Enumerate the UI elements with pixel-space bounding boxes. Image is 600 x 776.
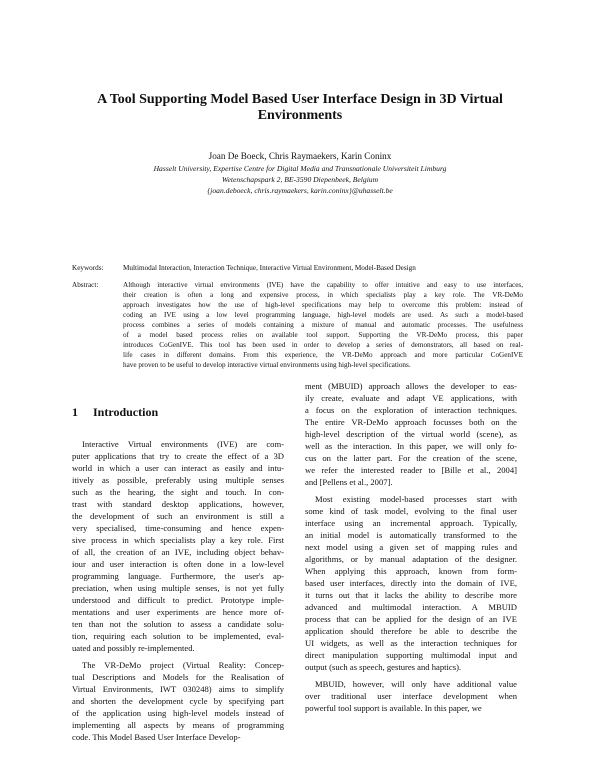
- text-line: and [Pellens et al., 2007].: [305, 477, 393, 487]
- text-line: algorithms, or by manual adaptation of the designer.: [305, 554, 517, 564]
- section-heading-introduction: [72, 405, 158, 420]
- text-line: of a model based process relies on available tool support. Supporting the VR-DeMo process, this paper: [123, 331, 523, 339]
- text-line: powerful tool support is available. In this paper, we: [305, 703, 482, 713]
- text-line: tual Descriptions and Models for the Realisation of: [72, 672, 284, 682]
- text-line: process combines a series of models containing a mixture of manual and automatic processes. The usefulness: [123, 321, 523, 329]
- text-line: we refer the interested reader to [Bille et al., 2004]: [305, 465, 517, 475]
- left-column: [72, 438, 284, 743]
- right-paragraph-2: [305, 493, 517, 673]
- text-line: trast with standard desktop applications, however,: [72, 499, 284, 509]
- text-line: MBUID, however, will only have additional value: [315, 679, 517, 689]
- text-line: puter applications that try to create the effect of a 3D: [72, 451, 284, 461]
- text-line: of the application using high-level models instead of: [72, 708, 284, 718]
- text-line: iour and user interaction is often done in a low-level: [72, 559, 284, 569]
- text-line: ily create, evaluate and adapt VE applications, with: [305, 393, 517, 403]
- text-line: output (such as speech, gestures and haptics).: [305, 662, 462, 672]
- text-line: The VR-DeMo project (Virtual Reality: Concep-: [82, 660, 284, 670]
- text-line: next model using a given set of mapping rules and: [305, 542, 517, 552]
- text-line: sive process in which specialists play a key role. First: [72, 535, 284, 545]
- text-line: based user interfaces, directly into the domain of IVE,: [305, 578, 517, 588]
- text-line: programming language. Furthermore, the user's ap-: [72, 571, 284, 581]
- text-line: Most existing model-based processes start with: [315, 494, 517, 504]
- text-line: have proven to be useful to develop interactive virtual environments using high-level specifications.: [123, 361, 411, 369]
- right-column: [305, 380, 517, 714]
- text-line: application should therefore be able to describe the: [305, 626, 517, 636]
- text-line: interface using an incremental approach. Typically,: [305, 518, 517, 528]
- text-line: process that can be applied for the design of an IVE: [305, 614, 517, 624]
- text-line: code. This Model Based User Interface Develop-: [72, 732, 241, 742]
- text-line: advanced and multimodal interaction. A MBUID: [305, 602, 517, 612]
- right-paragraph-3: [305, 678, 517, 714]
- text-line: the development of such an environment is still a: [72, 511, 284, 521]
- text-line: itively as possible, preferably using multiple senses: [72, 475, 284, 485]
- text-line: The entire VR-DeMo approach focusses both on the: [305, 417, 517, 427]
- text-line: an initial model is automatically transformed to the: [305, 530, 517, 540]
- abstract-text: [123, 280, 523, 370]
- text-line: some kind of task model, evolving to the final user: [305, 506, 517, 516]
- text-line: over traditional user interface development when: [305, 691, 517, 701]
- text-line: of all, the creation of an IVE, including object behav-: [72, 547, 284, 557]
- text-line: life cases in different domains. From this experience, the VR-DeMo approach and more particular CoGenIVE: [123, 351, 523, 359]
- abstract-label: Abstract:: [72, 281, 99, 289]
- text-line: Interactive Virtual environments (IVE) are com-: [82, 439, 284, 449]
- section-number: 1: [72, 405, 78, 419]
- paper-title: [60, 92, 540, 124]
- text-line: their creation is often a long and expensive process, in which specialists play a key role. The VR-DeMo: [123, 291, 523, 299]
- text-line: mentations and user experiments are hence more of-: [72, 607, 284, 617]
- text-line: cus on the latter part. For the creation of the scene,: [305, 453, 517, 463]
- text-line: uated and possibly re-implemented.: [72, 643, 195, 653]
- text-line: tion, requiring each solution to be implemented, eval-: [72, 631, 284, 641]
- author-list: Joan De Boeck, Chris Raymaekers, Karin Coninx: [208, 151, 392, 161]
- text-line: ten than not the solution to assess a candidate solu-: [72, 619, 284, 629]
- text-line: direct manipulation supporting multimodal input and: [305, 650, 517, 660]
- text-line: high-level description of the virtual world (scene), as: [305, 429, 517, 439]
- title-line-2: Environments: [257, 108, 343, 123]
- text-line: introduces CoGenIVE. This tool has been used in order to develop a series of demonstrators, all based on real-: [123, 341, 523, 349]
- text-line: such as the hearing, the sight and touch. In con-: [72, 487, 284, 497]
- text-line: preciation, when using multiple senses, is not yet fully: [72, 583, 284, 593]
- right-paragraph-1: [305, 380, 517, 488]
- text-line: world in which a user can interact as easily and intu-: [72, 463, 284, 473]
- keywords-text: Multimodal Interaction, Interaction Technique, Interactive Virtual Environment, Model-Based Design: [123, 264, 416, 272]
- address: Wetenschapspark 2, BE-3590 Diepenbeek, Belgium: [221, 175, 379, 184]
- text-line: ment (MBUID) approach allows the developer to eas-: [305, 381, 517, 391]
- text-line: very specialised, time-consuming and hence expen-: [72, 523, 284, 533]
- text-line: implementing all aspects by means of programming: [72, 720, 284, 730]
- text-line: UI widgets, as well as the interaction techniques for: [305, 638, 517, 648]
- text-line: understood and difficult to predict. Prototype imple-: [72, 595, 284, 605]
- keywords-label: Keywords:: [72, 264, 104, 272]
- left-paragraph-2: [72, 659, 284, 743]
- text-line: and shorten the development cycle by specifying part: [72, 696, 284, 706]
- text-line: a focus on the exploration of interaction techniques.: [305, 405, 517, 415]
- text-line: it turns out that it lacks the ability to describe more: [305, 590, 517, 600]
- text-line: well as the interaction. In this paper, we will only fo-: [305, 441, 517, 451]
- section-title: Introduction: [93, 405, 159, 419]
- text-line: approach investigates how the use of high-level specifications may help to overcome this problem: instead of: [123, 301, 523, 309]
- left-paragraph-1: [72, 438, 284, 654]
- affiliation: Hasselt University, Expertise Centre for Digital Media and Transnationale Universiteit Limburg: [153, 164, 447, 173]
- text-line: coding an IVE using a low level programming language, high-level models are used. As such a model-based: [123, 311, 523, 319]
- text-line: Although interactive virtual environments (IVE) have the capability to offer intuitive and easy to use interfaces,: [123, 281, 523, 289]
- email-addresses: {joan.deboeck, chris.raymaekers, karin.coninx}@uhasselt.be: [207, 186, 393, 195]
- title-line-1: A Tool Supporting Model Based User Interface Design in 3D Virtual: [97, 92, 503, 107]
- text-line: When applying this approach, known from form-: [305, 566, 517, 576]
- text-line: Virtual Environments, IWT 030248) aims to simplify: [72, 684, 284, 694]
